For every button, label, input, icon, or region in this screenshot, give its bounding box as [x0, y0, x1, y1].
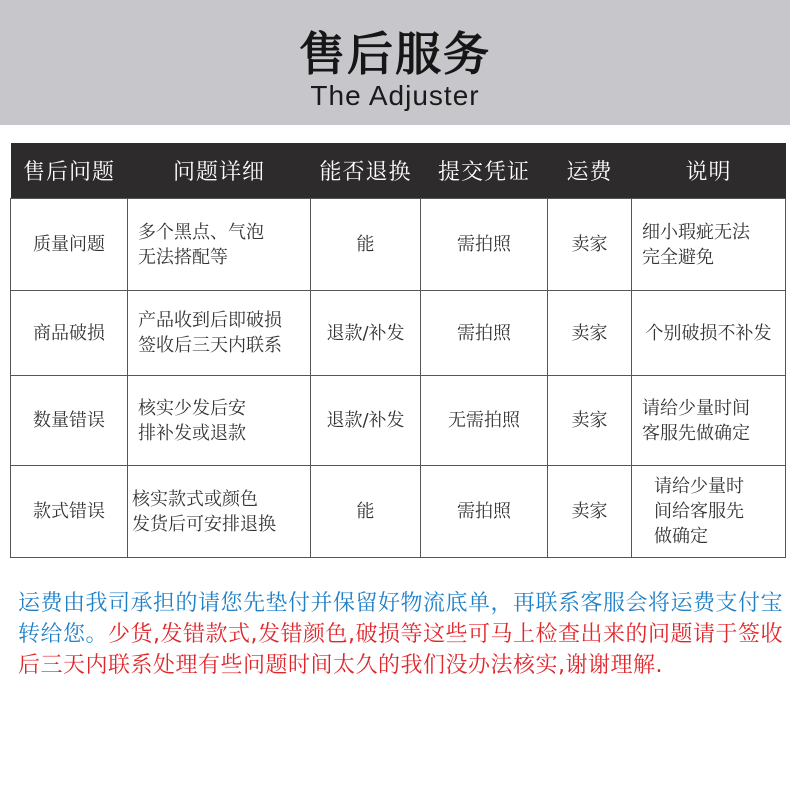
- page-subtitle: The Adjuster: [310, 80, 480, 111]
- banner: [0, 0, 790, 125]
- detail-line: 排补发或退款: [138, 422, 246, 444]
- detail-line: 产品收到后即破损: [138, 310, 282, 331]
- table-row: [11, 376, 786, 466]
- cell-proof: 需拍照: [421, 291, 548, 376]
- cell-shipping: 卖家: [548, 376, 632, 466]
- cell-issue: 款式错误: [11, 466, 128, 558]
- cell-exchange: 能: [311, 199, 421, 291]
- header-detail: 问题详细: [128, 143, 311, 199]
- note-line: 完全避免: [642, 246, 714, 268]
- cell-exchange: 退款/补发: [311, 376, 421, 466]
- cell-detail: [128, 199, 311, 291]
- cell-issue: 商品破损: [11, 291, 128, 376]
- cell-detail: [128, 466, 311, 558]
- table-header-row: [11, 143, 786, 199]
- cell-note: [632, 291, 786, 376]
- shipping-notice: [18, 588, 788, 681]
- note-line: 细小瑕疵无法: [642, 221, 750, 243]
- detail-line: 核实少发后安: [138, 397, 246, 419]
- cell-exchange: 能: [311, 466, 421, 558]
- note-line: 间给客服先: [654, 501, 744, 522]
- cell-note: [632, 199, 786, 291]
- note-line: 做确定: [654, 526, 708, 547]
- note-line: 客服先做确定: [642, 422, 750, 444]
- cell-issue: 质量问题: [11, 199, 128, 291]
- table-row: [11, 291, 786, 376]
- detail-line: 发货后可安排退换: [132, 513, 276, 535]
- header-exchange: 能否退换: [311, 143, 421, 199]
- header-note: 说明: [632, 143, 786, 199]
- page-title: 售后服务: [299, 27, 491, 81]
- table-row: [11, 199, 786, 291]
- notice-blue-text: 运费由我司承担的请您先垫付并保留好物流底单，再联系客服会将运费支付宝转给您。: [18, 591, 784, 647]
- detail-line: 多个黑点、气泡: [138, 221, 264, 243]
- cell-detail: [128, 291, 311, 376]
- note-line: 个别破损不补发: [645, 322, 772, 344]
- cell-note: [632, 376, 786, 466]
- cell-proof: 需拍照: [421, 199, 548, 291]
- cell-note: [632, 466, 786, 558]
- detail-line: 无法搭配等: [138, 246, 228, 268]
- cell-shipping: 卖家: [548, 291, 632, 376]
- detail-line: 核实款式或颜色: [132, 488, 258, 510]
- detail-line: 签收后三天内联系: [138, 335, 282, 356]
- header-proof: 提交凭证: [421, 143, 548, 199]
- cell-exchange: 退款/补发: [311, 291, 421, 376]
- header-shipping: 运费: [548, 143, 632, 199]
- cell-shipping: 卖家: [548, 466, 632, 558]
- note-line: 请给少量时: [654, 476, 744, 497]
- notice-red-text: 少货,发错款式,发错颜色,破损等这些可马上检查出来的问题请于签收后三天内联系处理有些问题时间太久的我们没办法核实,谢谢理解.: [18, 622, 783, 678]
- header-issue: 售后问题: [11, 143, 128, 199]
- cell-detail: [128, 376, 311, 466]
- cell-shipping: 卖家: [548, 199, 632, 291]
- note-line: 请给少量时间: [642, 397, 750, 419]
- cell-issue: 数量错误: [11, 376, 128, 466]
- cell-proof: 需拍照: [421, 466, 548, 558]
- table-row: [11, 466, 786, 558]
- cell-proof: 无需拍照: [421, 376, 548, 466]
- after-sales-table: [10, 143, 786, 558]
